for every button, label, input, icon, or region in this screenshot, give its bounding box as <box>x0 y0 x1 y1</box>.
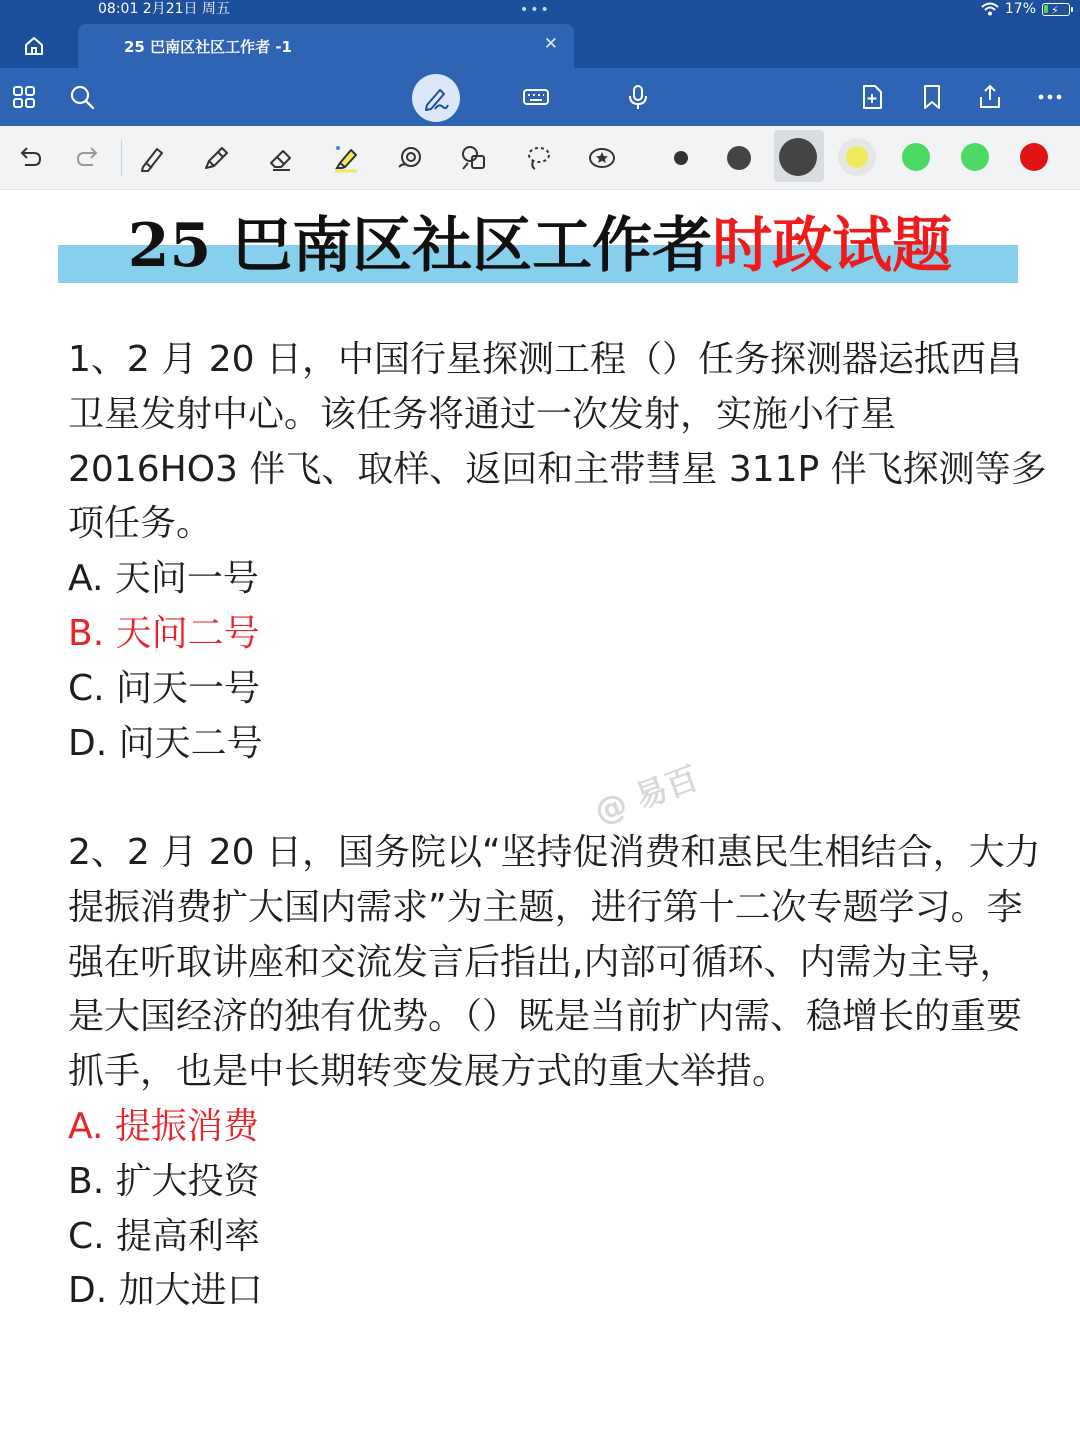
color-swatch-green-1[interactable] <box>902 143 930 171</box>
color-swatch-red[interactable] <box>1020 143 1048 171</box>
battery-fill <box>1044 5 1048 13</box>
sticker-tool[interactable] <box>582 138 622 178</box>
option-a: A. 天问一号 <box>68 558 259 600</box>
keyboard-icon <box>522 83 550 111</box>
status-indicators <box>981 0 1070 18</box>
redo-button[interactable] <box>68 138 108 178</box>
close-tab-icon[interactable]: ✕ <box>543 34 558 54</box>
undo-button[interactable] <box>10 138 50 178</box>
undo-icon <box>15 143 45 173</box>
highlighter-icon <box>331 143 361 173</box>
battery-percent: 17% <box>1004 1 1036 17</box>
redo-icon <box>73 143 103 173</box>
more-button[interactable] <box>1030 77 1070 117</box>
eraser-tool[interactable] <box>260 138 300 178</box>
highlighter-tool[interactable] <box>326 138 366 178</box>
pages-grid-button[interactable] <box>4 77 44 117</box>
bookmark-icon <box>918 83 946 111</box>
color-swatch-yellow[interactable] <box>838 138 876 176</box>
pen-tool[interactable] <box>132 138 172 178</box>
charging-icon: ⚡ <box>1051 3 1059 17</box>
watermark: @ 易百 <box>589 758 704 832</box>
pencil-tool[interactable] <box>196 138 236 178</box>
shape-tool[interactable] <box>390 138 430 178</box>
option-b: B. 扩大投资 <box>68 1160 260 1202</box>
title-bar <box>0 0 1080 68</box>
shapes-tool[interactable] <box>454 138 494 178</box>
more-icon <box>1036 83 1064 111</box>
yellow-swatch-fill <box>846 146 868 168</box>
pencil-icon <box>201 143 231 173</box>
share-icon <box>976 83 1004 111</box>
share-button[interactable] <box>970 77 1010 117</box>
multitask-dots-icon[interactable]: ••• <box>520 2 551 18</box>
lasso-tool[interactable] <box>518 138 558 178</box>
battery-icon <box>1042 3 1070 16</box>
add-page-icon <box>858 83 886 111</box>
add-page-button[interactable] <box>852 77 892 117</box>
title-accent: 时政试题 <box>712 211 953 281</box>
pen-mode-button[interactable] <box>412 74 460 122</box>
main-toolbar <box>0 68 1080 126</box>
eraser-icon <box>265 143 295 173</box>
option-d: D. 加大进口 <box>68 1270 263 1312</box>
pen-mode-icon <box>421 83 451 113</box>
option-b-answer: B. 天问二号 <box>68 612 260 654</box>
option-c: C. 问天一号 <box>68 667 261 709</box>
color-swatch-green-2[interactable] <box>961 143 989 171</box>
status-time: 08:01 2月21日 周五 <box>98 1 230 17</box>
question-stem: 2、2 月 20 日，国务院以“坚持促消费和惠民生相结合，大力提振消费扩大国内需求”为主题，进行第十二次专题学习。李强在听取讲座和交流发言后指出,内部可循环、内需为主导，是大国经济的独有优势。（）既是当前扩内需、稳增长的重要抓手，也是中长期转变发展方式的重大举措。 <box>68 832 1041 1093</box>
grid-icon <box>10 83 38 111</box>
color-swatch-black-small[interactable] <box>674 151 688 165</box>
voice-input-button[interactable] <box>618 77 658 117</box>
color-swatch-black-large[interactable] <box>779 138 817 176</box>
option-c: C. 提高利率 <box>68 1215 261 1257</box>
bookmark-button[interactable] <box>912 77 952 117</box>
search-icon <box>68 83 96 111</box>
microphone-icon <box>624 83 652 111</box>
color-swatch-black-medium[interactable] <box>727 146 751 170</box>
option-a-answer: A. 提振消费 <box>68 1105 259 1147</box>
pen-icon <box>137 143 167 173</box>
document-tab[interactable] <box>78 24 574 68</box>
home-icon <box>22 34 46 58</box>
shapes-icon <box>459 143 489 173</box>
search-button[interactable] <box>62 77 102 117</box>
lasso-icon <box>523 143 553 173</box>
option-d: D. 问天二号 <box>68 722 263 764</box>
page-title <box>0 208 1080 284</box>
wifi-icon <box>981 2 999 16</box>
toolbar-divider <box>121 140 122 176</box>
title-main: 25 巴南区社区工作者 <box>127 211 713 281</box>
document-page[interactable] <box>0 190 1080 1443</box>
question-2 <box>68 826 1048 1319</box>
question-stem: 1、2 月 20 日，中国行星探测工程（）任务探测器运抵西昌卫星发射中心。该任务将通过一次发射，实施小行星 2016HO3 伴飞、取样、返回和主带彗星 311P 伴飞探测等多项任务。 <box>68 339 1047 545</box>
pen-toolbar <box>0 126 1080 190</box>
keyboard-button[interactable] <box>516 77 556 117</box>
sticker-icon <box>587 143 617 173</box>
home-button[interactable] <box>16 30 52 62</box>
shape-icon <box>395 143 425 173</box>
tab-title: 25 巴南区社区工作者 -1 <box>124 38 292 56</box>
question-1 <box>68 333 1048 771</box>
